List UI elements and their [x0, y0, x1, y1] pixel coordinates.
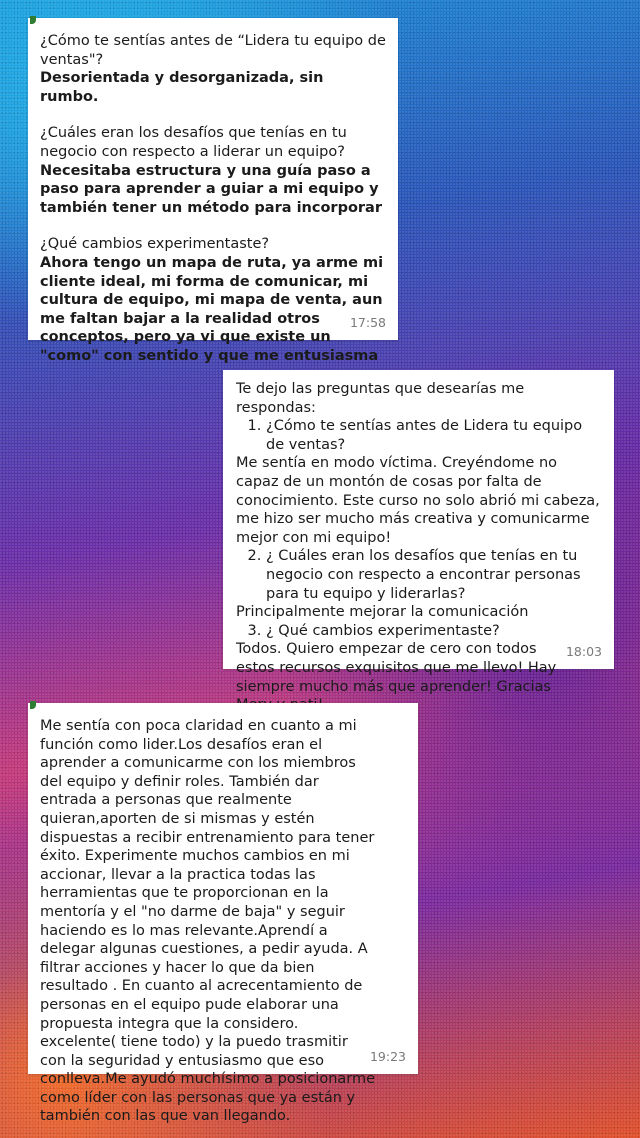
answer-text: Principalmente mejorar la comunicación [236, 604, 529, 621]
answer-text: Ahora tengo un mapa de ruta, ya arme mi cliente ideal, mi forma de comunicar, mi cultura de equipo, mi mapa de venta, aun me faltan bajar a la realidad otros conceptos, pero ya vi que existe un "como" con sentido y que me entusiasma [40, 254, 384, 364]
message-tail-icon [30, 16, 36, 24]
question-text: ¿Cómo te sentías antes de “Lidera tu equipo de ventas"? [40, 33, 386, 68]
message-timestamp: 17:58 [349, 315, 386, 331]
question-text: 3. ¿ Qué cambios experimentaste? [266, 622, 602, 641]
question-text: 2. ¿ Cuáles eran los desafíos que tenías en tu negocio con respecto a encontrar personas para tu equipo y liderarlas? [266, 547, 602, 603]
question-text: 1. ¿Cómo te sentías antes de Lidera tu equipo de ventas? [266, 417, 602, 454]
question-list [236, 547, 602, 603]
question-list [236, 622, 602, 641]
message-timestamp: 18:03 [565, 644, 602, 660]
answer-text: Desorientada y desorganizada, sin rumbo. [40, 70, 324, 105]
message-tail-icon [30, 701, 36, 709]
message-timestamp: 19:23 [369, 1049, 406, 1065]
question-text: ¿Cuáles eran los desafíos que tenías en tu negocio con respecto a liderar un equipo? [40, 125, 347, 160]
intro-text: Te dejo las preguntas que desearías me respondas: [236, 381, 525, 416]
question-list [236, 417, 602, 454]
message-text: Me sentía con poca claridad en cuanto a mi función como lider.Los desafíos eran el aprender a comunicarme con los miembros del equipo y definir roles. También dar entrada a personas que realmente quieran,aporten de si mismas y estén dispuestas a recibir entrenamiento para tener éxito. Experimente muchos cambios en mi accionar, llevar a la practica todas las herramientas que te proporcionan en la mentoría y el "no darme de baja" y seguir haciendo es lo mas relevante.Aprendí a delegar algunas cuestiones, a pedir ayuda. A filtrar acciones y hacer lo que da bien resultado . En cuanto al acrecentamiento de personas en el equipo pude elaborar una propuesta integra que la considero. excelente( tiene todo) y la puedo trasmitir con la seguridad y entusiasmo que eso conlleva.Me ayudó muchísimo a posicionarme como líder con las personas que ya están y también con las que van llegando. [40, 718, 376, 1125]
message-bubble-2[interactable] [223, 370, 614, 695]
message-bubble-3[interactable] [28, 703, 418, 1125]
answer-text: Necesitaba estructura y una guía paso a paso para aprender a guiar a mi equipo y también tener un método para incorporar [40, 162, 382, 216]
message-bubble-1[interactable] [28, 18, 398, 364]
answer-text: Me sentía en modo víctima. Creyéndome no capaz de un montón de cosas por falta de conocimiento. Este curso no solo abrió mi cabeza, me hizo ser mucho más creativa y comunicarme mejor con mi equipo! [236, 455, 600, 546]
question-text: ¿Qué cambios experimentaste? [40, 236, 270, 253]
answer-text: Todos. Quiero empezar de cero con todos estos recursos exquisitos que me llevo! Hay siempre mucho más que aprender! Gracias [236, 641, 557, 695]
